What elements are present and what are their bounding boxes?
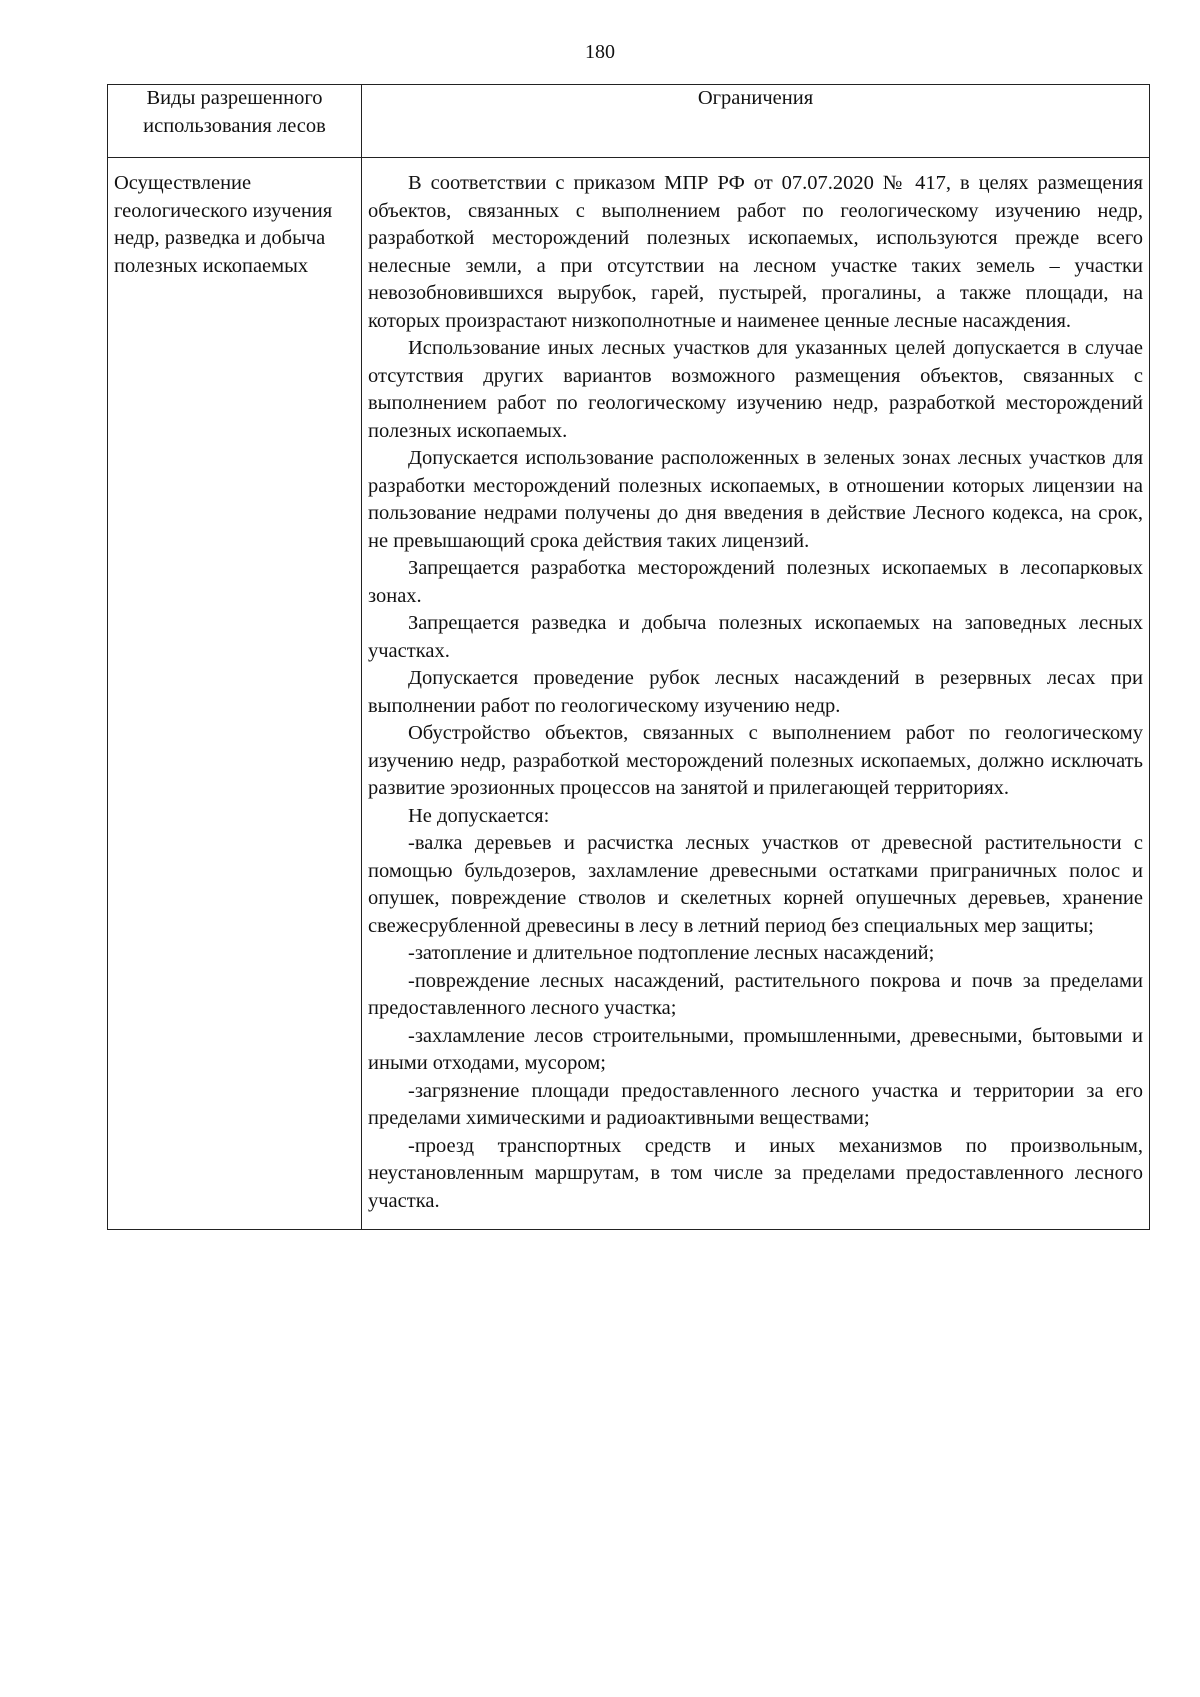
restriction-paragraph: Запрещается разработка месторождений полезных ископаемых в лесопарковых зонах.	[368, 557, 1143, 607]
restriction-paragraph: В соответствии с приказом МПР РФ от 07.07.2020 № 417, в целях размещения объектов, связанных с выполнением работ по геологическому изучению недр, разработкой месторождений полезных ископаемых, используются прежде всего нелесные земли, а при отсутствии на лесном участке таких земель – участки невозобновившихся вырубок, гарей, пустырей, прогалины, а также площади, на которых произрастают низкополнотные и наименее ценные лесные насаждения.	[368, 172, 1143, 332]
prohibition-item: -проезд транспортных средств и иных механизмов по произвольным, неустановленным маршрутам, в том числе за пределами предоставленного лесного участка.	[368, 1134, 1143, 1212]
restrictions-table	[107, 84, 1150, 1230]
prohibition-item: -валка деревьев и расчистка лесных участков от древесной растительности с помощью бульдозеров, захламление древесными остатками приграничных полос и опушек, повреждение стволов и скелетных корней опушечных деревьев, хранение свежесрубленной древесины в лесу в летний период без специальных мер защиты;	[368, 832, 1143, 937]
header-forest-use-types: Виды разрешенного использования лесов	[108, 85, 362, 158]
prohibition-item: -загрязнение площади предоставленного лесного участка и территории за его пределами химическими и радиоактивными веществами;	[368, 1079, 1143, 1129]
restriction-paragraph: Обустройство объектов, связанных с выполнением работ по геологическому изучению недр, разработкой месторождений полезных ископаемых, должно исключать развитие эрозионных процессов на занятой и прилегающей территориях.	[368, 722, 1143, 799]
not-allowed-heading: Не допускается:	[408, 804, 550, 827]
restrictions-cell	[362, 158, 1150, 1230]
page-number: 180	[585, 41, 615, 63]
prohibition-item: -захламление лесов строительными, промышленными, древесными, бытовыми и иными отходами, мусором;	[368, 1024, 1143, 1074]
restriction-paragraph: Допускается использование расположенных в зеленых зонах лесных участков для разработки месторождений полезных ископаемых, в отношении которых лицензии на пользование недрами получены до дня введения в действие Лесного кодекса, на срок, не превышающий срока действия таких лицензий.	[368, 447, 1143, 552]
restriction-paragraph: Использование иных лесных участков для указанных целей допускается в случае отсутствия других вариантов возможного размещения объектов, связанных с выполнением работ по геологическому изучению недр, разработкой месторождений полезных ископаемых.	[368, 337, 1143, 442]
restriction-paragraph: Допускается проведение рубок лесных насаждений в резервных лесах при выполнении работ по геологическому изучению недр.	[368, 667, 1143, 717]
table-header-row	[108, 85, 1150, 158]
restriction-paragraph: Запрещается разведка и добыча полезных ископаемых на заповедных лесных участках.	[368, 612, 1143, 662]
table-row	[108, 158, 1150, 1230]
prohibition-item: -повреждение лесных насаждений, растительного покрова и почв за пределами предоставленного лесного участка;	[368, 969, 1143, 1019]
header-restrictions: Ограничения	[362, 85, 1150, 158]
forest-use-type-cell: Осуществление геологического изучения недр, разведка и добыча полезных ископаемых	[108, 158, 362, 1230]
prohibition-item: -затопление и длительное подтопление лесных насаждений;	[408, 942, 935, 964]
